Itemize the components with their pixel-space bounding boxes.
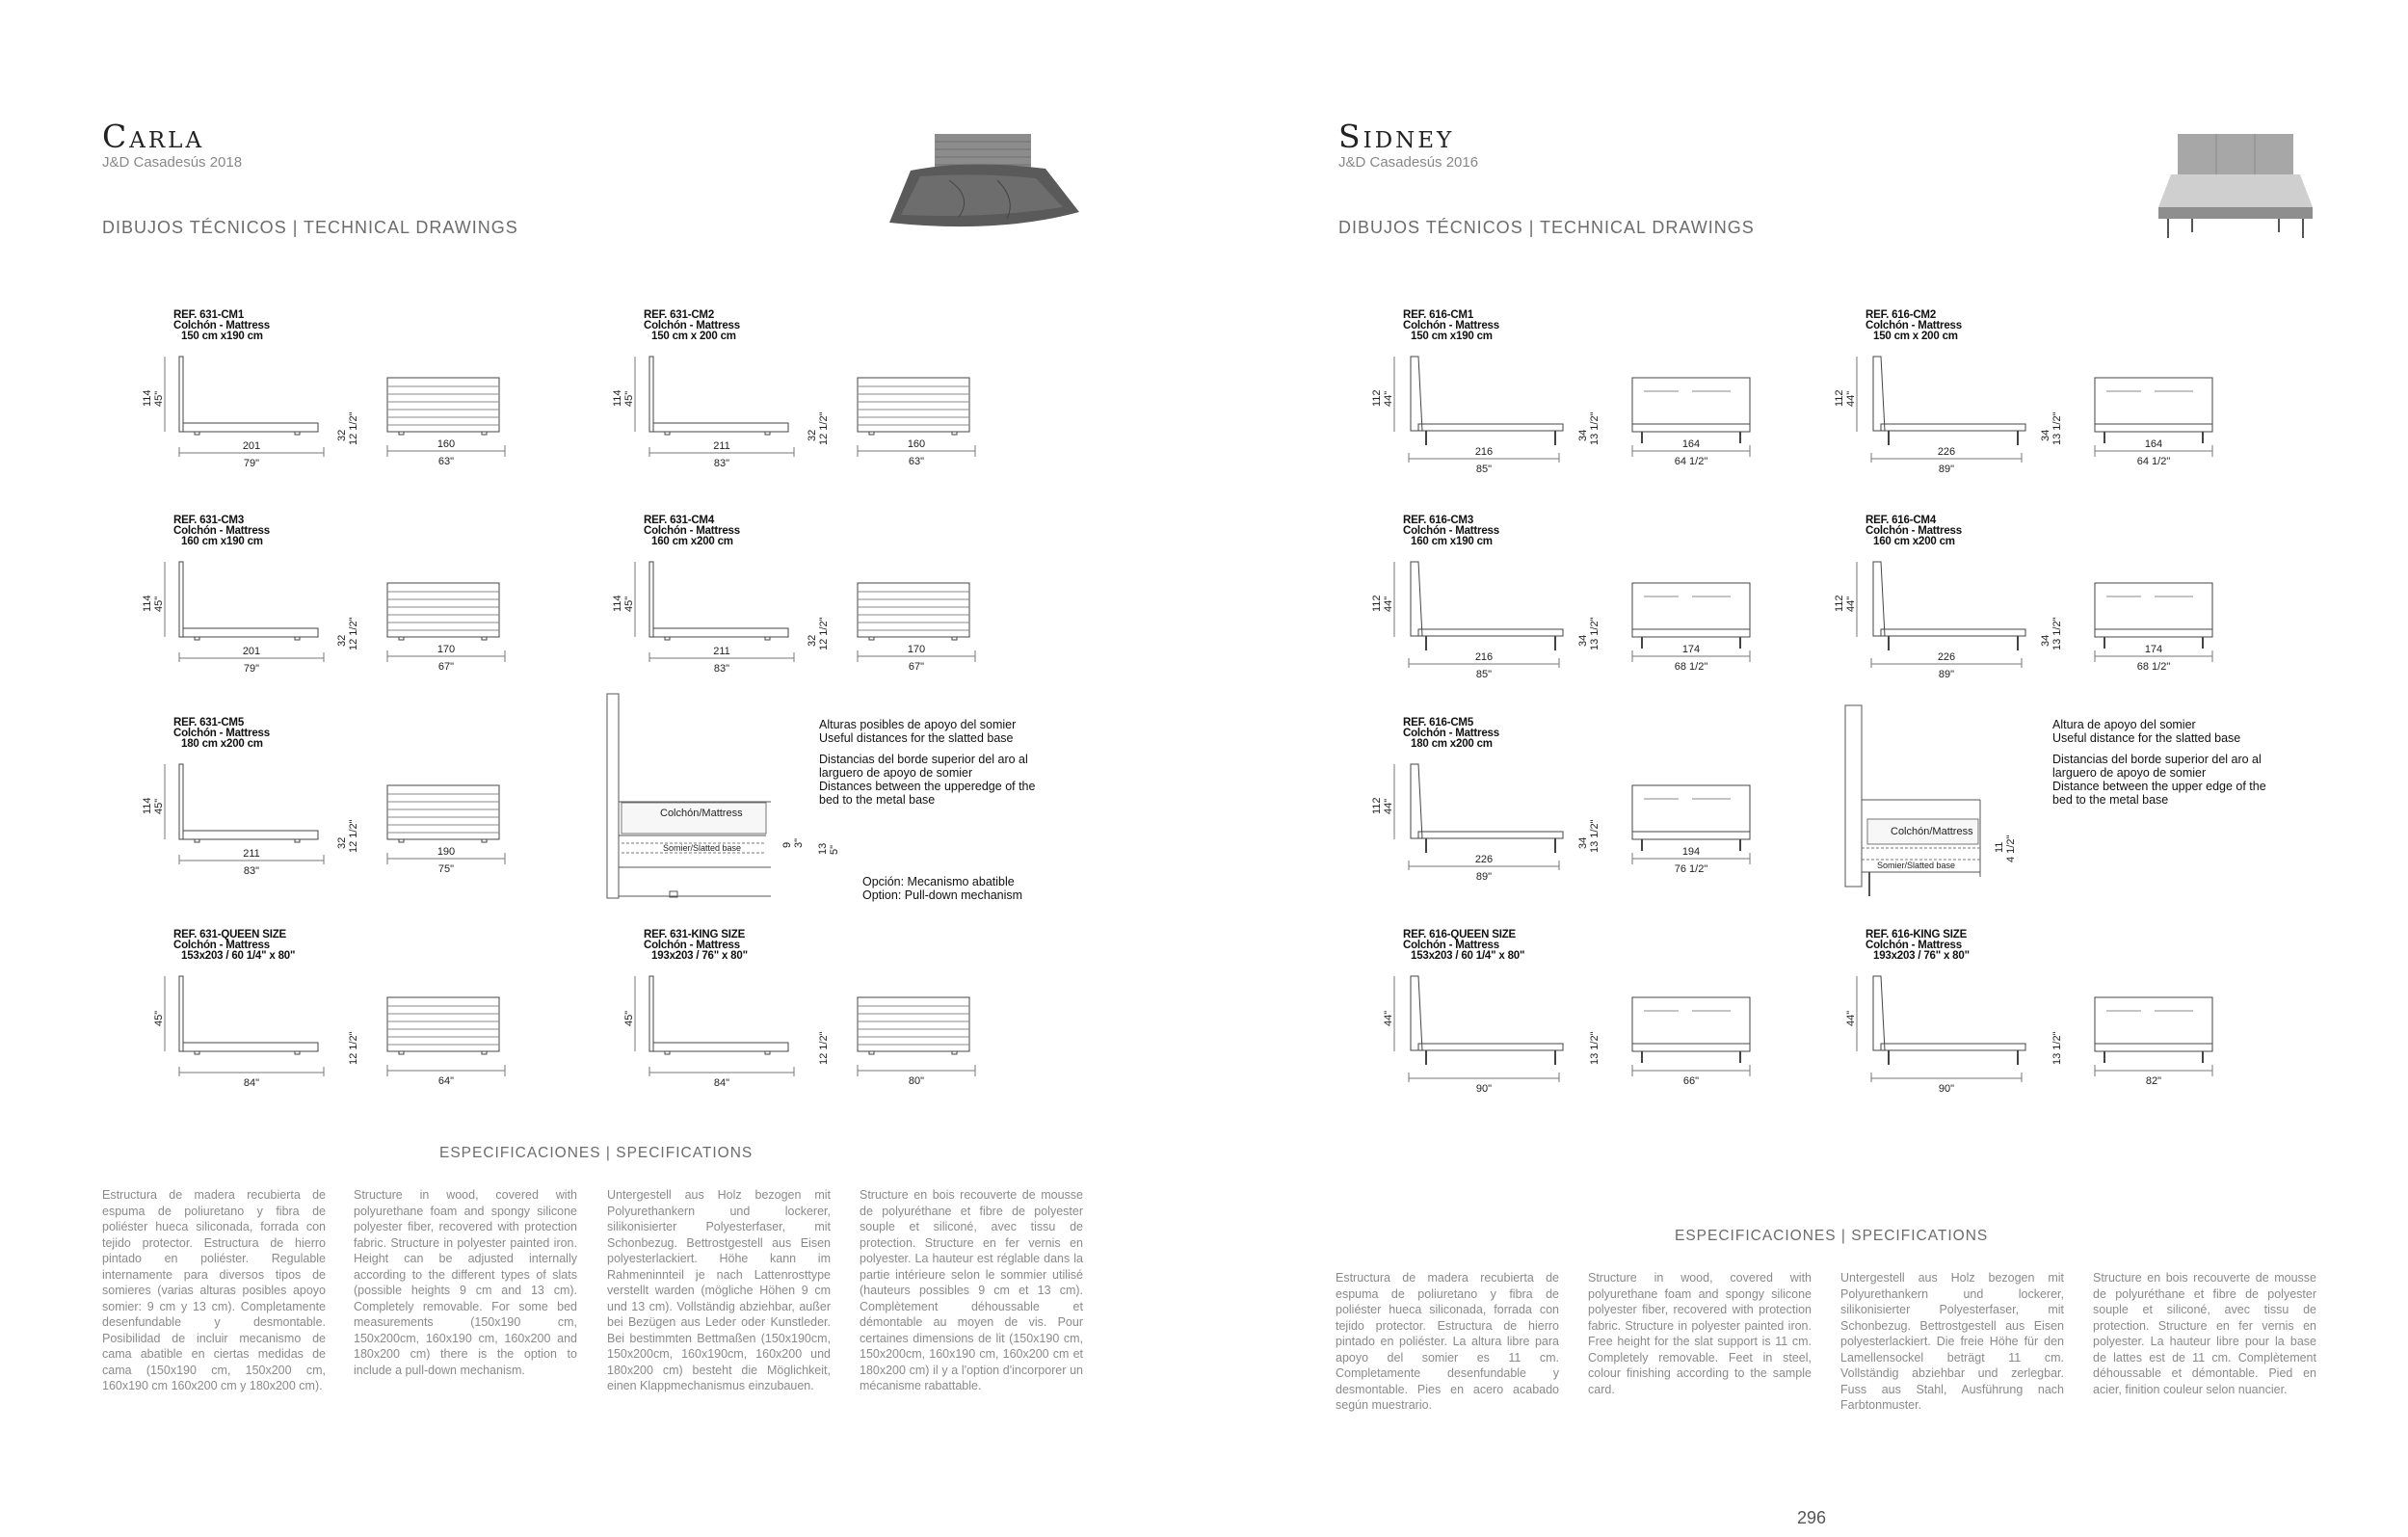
headboard (649, 976, 653, 1051)
bed-base (183, 628, 318, 637)
carla-dim1: 9 (781, 841, 793, 848)
front-view (858, 997, 969, 1051)
headboard (649, 562, 653, 637)
headboard (179, 764, 183, 839)
sidney-spec-fr: Structure en bois recouverte de mousse de polyuréthane et fibre de polyester souple et siliconé, avec tissu de protection. Structure en fer vernis en polyester. La hauteur libre pour la base de lattes est de 11 cm. Complètement déhoussable et démontable. Pied en acier, finition couleur selon nuancier. (2093, 1271, 2316, 1396)
length-in: 89" (1475, 871, 1493, 883)
front-base (1632, 832, 1750, 839)
carla-specs-heading: ESPECIFICACIONES | SPECIFICATIONS (439, 1145, 754, 1161)
height-in: 45" (623, 390, 635, 407)
drawing-block (611, 516, 1073, 708)
bed-drawing-svg (1370, 930, 1833, 1123)
width-cm: 164 (1681, 438, 1701, 450)
carla-spec-fr: Structure en bois recouverte de mousse de polyuréthane et fibre de polyester souple et siliconé, avec tissu de protection. Structure en fer vernis en polyester. La hauteur est réglable dans la partie intérieure selon le sommier utilisé (hauteurs possibles 9 cm et 13 cm). Complètement déhoussable et démontable au moyen de vis. Pour certaines dimensions de lit (150x190 cm, 150x200cm, 160x190 cm, 160x200 cm et 180x200 cm) il y a l'option d'incorporer un mécanisme rabattable. (860, 1188, 1083, 1392)
bed-drawing-svg (1833, 516, 2295, 708)
leg-height-in: 12 1/2" (818, 411, 830, 445)
carla-title: Carla (102, 118, 205, 155)
bed-drawing-svg (1370, 718, 1833, 911)
front-view (858, 583, 969, 637)
drawing-block (611, 930, 1073, 1123)
front-view (2095, 997, 2212, 1044)
ref-label: Colchón - Mattress (644, 320, 740, 331)
carla-note3-en: Option: Pull-down mechanism (862, 888, 1023, 902)
height-cm: 112 (1371, 797, 1383, 814)
bed-foot (765, 637, 770, 640)
height-in: 44" (1383, 596, 1394, 612)
leg-height-in: 12 1/2" (348, 411, 359, 445)
width-cm: 160 (437, 438, 456, 450)
bed-base (183, 423, 318, 432)
height-cm: 112 (1371, 389, 1383, 407)
sidney-dim1: 11 (1994, 841, 2005, 853)
width-in: 76 1/2" (1674, 863, 1708, 875)
carla-spec-en: Structure in wood, covered with polyurethane foam and spongy silicone polyester fiber, recovered with protection fabric. Structure in polyester painted iron. Height can be adjusted internally according to the different types of slats (possible heights 9 cm and 13 cm). Completely removable. For some bed measurements (150x190 cm, 150x200cm, 160x190 cm, 160x200 and 180x200 cm) there is the option to include a pull-down mechanism. (354, 1188, 577, 1377)
ref-ref: REF. 631-QUEEN SIZE (173, 929, 286, 941)
drawing-block (141, 718, 603, 911)
bed-foot (399, 1051, 404, 1054)
length-in: 90" (1938, 1083, 1955, 1095)
leg-height-in: 12 1/2" (348, 1031, 359, 1065)
bed-drawing-svg (1833, 930, 2295, 1123)
length-in: 79" (243, 458, 260, 469)
drawing-block (1833, 930, 2295, 1123)
width-in: 63" (437, 456, 455, 467)
ref-size: 153x203 / 60 1/4" x 80" (1411, 950, 1525, 962)
bed-base (1881, 424, 2025, 431)
front-view (387, 785, 499, 839)
ref-size: 150 cm x 200 cm (1873, 331, 1958, 342)
leg-height-in: 12 1/2" (348, 617, 359, 650)
sidney-page (1204, 0, 2408, 1537)
ref-size: 150 cm x 200 cm (651, 331, 736, 342)
front-view (1632, 997, 1750, 1044)
bed-foot (952, 1051, 957, 1054)
width-cm: 170 (437, 644, 456, 655)
height-in: 45" (153, 596, 165, 612)
carla-note2-es: Distancias del borde superior del aro al larguero de apoyo de somier (819, 753, 1028, 780)
length-cm: 216 (1474, 446, 1494, 458)
ref-label: Colchón - Mattress (173, 940, 270, 951)
length-in: 89" (1938, 464, 1955, 475)
leg-height-cm: 32 (336, 429, 348, 441)
sidney-note2-en: Distance between the upper edge of the bed to the metal base (2052, 780, 2266, 807)
bed-base (653, 628, 788, 637)
front-view (1632, 583, 1750, 629)
ref-size: 193x203 / 76" x 80" (651, 950, 748, 962)
length-cm: 226 (1474, 854, 1494, 865)
ref-ref: REF. 631-CM5 (173, 717, 245, 729)
sidney-specs-heading: ESPECIFICACIONES | SPECIFICATIONS (1675, 1228, 1989, 1244)
headboard (1411, 562, 1422, 636)
bed-foot (952, 637, 957, 640)
width-in: 68 1/2" (1674, 661, 1708, 673)
leg-height-cm: 34 (1577, 429, 1589, 441)
height-in: 45" (623, 1010, 635, 1026)
carla-note1-es: Alturas posibles de apoyo del somier (819, 718, 1017, 731)
ref-label: Colchón - Mattress (1866, 320, 1962, 331)
ref-size: 180 cm x200 cm (181, 738, 263, 750)
width-cm: 170 (907, 644, 926, 655)
leg-height-cm: 32 (807, 634, 818, 647)
bed-drawing-svg (611, 310, 1073, 503)
bed-base (1881, 1044, 2025, 1050)
height-in: 44" (1383, 390, 1394, 407)
bed-foot (399, 839, 404, 842)
bed-foot (482, 839, 487, 842)
width-cm: 194 (1681, 846, 1701, 858)
ref-label: Colchón - Mattress (644, 940, 740, 951)
leg-height-in: 13 1/2" (2051, 617, 2063, 650)
front-base (2095, 1044, 2212, 1051)
carla-note2-en: Distances between the upperedge of the bed to the metal base (819, 780, 1036, 807)
front-base (1632, 1044, 1750, 1051)
ref-ref: REF. 631-CM2 (644, 309, 715, 321)
bed-foot (295, 637, 300, 640)
carla-spec-es: Estructura de madera recubierta de espuma de poliuretano y fibra de poliéster hueca siliconada, forrada con tejido protector. Estructura de hierro pintado en poliéster. Regulable internamente para diversos tipos de somieres (varias alturas posibles apoyo somier: 9 cm y 13 cm). Completamente desenfundable y desmontable. Posibilidad de incluir mecanismo de cama abatible en ciertas medidas de cama (150x190 cm, 150x200 cm, 160x190 cm 160x200 cm y 180x200 cm). (102, 1188, 326, 1392)
leg-height-in: 13 1/2" (1589, 411, 1601, 445)
front-base (1632, 424, 1750, 432)
ref-size: 160 cm x190 cm (1411, 536, 1493, 547)
leg-height-in: 13 1/2" (1589, 819, 1601, 853)
height-in: 44" (1383, 1010, 1394, 1026)
length-in: 83" (713, 458, 730, 469)
carla-subtitle: J&D Casadesús 2018 (102, 154, 243, 171)
headboard (179, 357, 183, 432)
bed-base (1418, 424, 1563, 431)
leg-height-in: 13 1/2" (1589, 1031, 1601, 1065)
sidney-subtitle: J&D Casadesús 2016 (1338, 154, 1479, 171)
bed-drawing-svg (611, 516, 1073, 708)
sidney-drawings-heading: DIBUJOS TÉCNICOS | TECHNICAL DRAWINGS (1338, 218, 1755, 237)
ref-label: Colchón - Mattress (173, 728, 270, 739)
headboard (649, 357, 653, 432)
ref-ref: REF. 616-KING SIZE (1866, 929, 1968, 941)
headboard (1873, 357, 1885, 431)
drawing-block (1370, 310, 1833, 503)
bed-foot (295, 432, 300, 435)
width-in: 80" (908, 1075, 925, 1087)
height-in: 45" (153, 1010, 165, 1026)
carla-slatted-base-diagram (597, 689, 840, 911)
bed-foot (869, 432, 874, 435)
headboard (1411, 357, 1422, 431)
ref-size: 193x203 / 76" x 80" (1873, 950, 1970, 962)
ref-label: Colchón - Mattress (644, 525, 740, 537)
drawing-block (1370, 516, 1833, 708)
sidney-slatted-base-diagram (1840, 703, 2052, 906)
bed-foot (295, 839, 300, 842)
front-view (1632, 378, 1750, 424)
height-cm: 114 (142, 389, 153, 407)
length-cm: 211 (713, 646, 730, 657)
bed-foot (295, 1051, 300, 1054)
ref-label: Colchón - Mattress (173, 525, 270, 537)
leg-height-cm: 34 (2040, 429, 2051, 441)
bed-drawing-svg (611, 930, 1073, 1123)
drawing-block (1370, 930, 1833, 1123)
height-cm: 112 (1834, 389, 1845, 407)
width-in: 68 1/2" (2136, 661, 2171, 673)
bed-foot (765, 1051, 770, 1054)
length-in: 85" (1475, 464, 1493, 475)
bed-base (1418, 1044, 1563, 1050)
height-in: 45" (153, 798, 165, 814)
sidney-bed-image (2154, 130, 2317, 241)
length-in: 89" (1938, 669, 1955, 680)
headboard (179, 562, 183, 637)
ref-size: 160 cm x200 cm (1873, 536, 1955, 547)
height-cm: 114 (612, 389, 623, 407)
ref-label: Colchón - Mattress (1403, 320, 1499, 331)
bed-foot (665, 637, 670, 640)
width-in: 66" (1682, 1075, 1700, 1087)
ref-size: 150 cm x190 cm (1411, 331, 1493, 342)
ref-label: Colchón - Mattress (1866, 940, 1962, 951)
carla-dim2-in: 5" (829, 844, 840, 855)
height-cm: 114 (142, 797, 153, 814)
leg-height-cm: 34 (1577, 634, 1589, 647)
width-in: 64" (437, 1075, 455, 1087)
height-cm: 114 (612, 595, 623, 612)
sidney-title: Sidney (1338, 118, 1455, 155)
ref-ref: REF. 631-CM4 (644, 515, 715, 526)
ref-label: Colchón - Mattress (1403, 940, 1499, 951)
height-in: 44" (1845, 390, 1857, 407)
leg-height-in: 13 1/2" (2051, 411, 2063, 445)
height-cm: 114 (142, 595, 153, 612)
carla-spec-de: Untergestell aus Holz bezogen mit Polyurethankern und lockerer, silikonisierter Polyesterfaser, mit Schonbezug. Bettrostgestell aus Eisen polyesterlackiert. Höhe kann im Rahmeninnteil je nach Lattenrosttype verstellt warden (mögliche Höhen 9 cm und 13 cm). Vollständig abziehbar, außer bei Bezügen aus Leder oder Kunstleder. Bei bestimmten Bettmaßen (150x190cm, 150x200cm, 160x190cm, 160x200 und 180x200 cm) besteht die Möglichkeit, einen Klappmechanismus einzubauen. (607, 1188, 831, 1392)
front-view (387, 378, 499, 432)
height-in: 44" (1845, 596, 1857, 612)
length-cm: 201 (242, 646, 261, 657)
bed-base (653, 423, 788, 432)
carla-diagram-notes (819, 718, 1041, 814)
drawing-block (611, 310, 1073, 503)
bed-drawing-svg (141, 310, 603, 503)
bed-foot (869, 637, 874, 640)
sidney-note1-es: Altura de apoyo del somier (2052, 718, 2196, 731)
bed-base (1418, 629, 1563, 636)
width-cm: 164 (2144, 438, 2163, 450)
leg-height-in: 13 1/2" (1589, 617, 1601, 650)
height-in: 45" (623, 596, 635, 612)
ref-ref: REF. 616-QUEEN SIZE (1403, 929, 1516, 941)
carla-note1-en: Useful distances for the slatted base (819, 731, 1014, 745)
ref-size: 160 cm x200 cm (651, 536, 733, 547)
length-in: 85" (1475, 669, 1493, 680)
bed-base (1418, 832, 1563, 838)
ref-size: 150 cm x190 cm (181, 331, 263, 342)
front-base (1632, 629, 1750, 637)
headboard (1411, 976, 1422, 1050)
bed-foot (482, 637, 487, 640)
ref-ref: REF. 631-KING SIZE (644, 929, 746, 941)
width-in: 67" (437, 661, 455, 673)
leg-height-cm: 32 (336, 836, 348, 849)
front-view (858, 378, 969, 432)
sidney-diagram-notes (2052, 718, 2284, 814)
headboard (1873, 976, 1885, 1050)
bed-foot (195, 432, 199, 435)
sidney-mattress-label: Colchón/Mattress (1891, 826, 1973, 837)
sidney-note2-es: Distancias del borde superior del aro al larguero de apoyo de somier (2052, 753, 2262, 780)
bed-foot (195, 1051, 199, 1054)
ref-size: 180 cm x200 cm (1411, 738, 1493, 750)
ref-ref: REF. 616-CM1 (1403, 309, 1474, 321)
sidney-slatted-label: Somier/Slatted base (1877, 861, 1956, 870)
leg-height-cm: 32 (807, 429, 818, 441)
leg-height-in: 12 1/2" (818, 617, 830, 650)
width-in: 67" (908, 661, 925, 673)
front-base (2095, 629, 2212, 637)
leg-height-in: 12 1/2" (348, 819, 359, 853)
bed-drawing-svg (1370, 310, 1833, 503)
bed-foot (399, 432, 404, 435)
length-in: 84" (713, 1077, 730, 1089)
width-in: 64 1/2" (1674, 456, 1708, 467)
drawing-block (1370, 718, 1833, 911)
headboard (1873, 562, 1885, 636)
drawing-block (1833, 516, 2295, 708)
bed-drawing-svg (141, 718, 603, 911)
ref-ref: REF. 616-CM3 (1403, 515, 1474, 526)
ref-label: Colchón - Mattress (1866, 525, 1962, 537)
front-view (1632, 785, 1750, 832)
ref-ref: REF. 616-CM2 (1866, 309, 1937, 321)
length-cm: 226 (1937, 651, 1956, 663)
sidney-spec-en: Structure in wood, covered with polyurethane foam and spongy silicone polyester fiber, recovered with protection fabric. Structure in polyester painted iron. Free height for the slat support is 11 cm. Completely removable. Feet in steel, colour finishing according to the sample card. (1588, 1271, 1812, 1396)
leg-height-cm: 34 (2040, 634, 2051, 647)
carla-mattress-label: Colchón/Mattress (660, 808, 743, 819)
length-cm: 201 (242, 440, 261, 452)
leg-height-cm: 32 (336, 634, 348, 647)
width-in: 63" (908, 456, 925, 467)
bed-foot (952, 432, 957, 435)
front-base (2095, 424, 2212, 432)
width-in: 64 1/2" (2136, 456, 2171, 467)
bed-foot (399, 637, 404, 640)
bed-foot (765, 432, 770, 435)
width-cm: 190 (437, 846, 456, 858)
length-cm: 211 (243, 848, 260, 860)
leg-height-in: 13 1/2" (2051, 1031, 2063, 1065)
width-cm: 174 (2144, 644, 2163, 655)
bed-foot (195, 637, 199, 640)
carla-dim2: 13 (817, 842, 829, 855)
height-in: 45" (153, 390, 165, 407)
width-in: 82" (2145, 1075, 2162, 1087)
bed-drawing-svg (1833, 310, 2295, 503)
sidney-spec-de: Untergestell aus Holz bezogen mit Polyurethankern und lockerer, silikonisierter Polyesterfaser, mit Schonbezug. Bettrostgestell aus Eisen polyesterlackiert. Die freie Höhe für den Lamellensockel beträgt 11 cm. Vollständig abziehbar und zerlegbar. Fuss aus Stahl, Ausführung nach Farbtonmuster. (1840, 1271, 2064, 1412)
ref-size: 160 cm x190 cm (181, 536, 263, 547)
leg-height-in: 12 1/2" (818, 1031, 830, 1065)
leg-height-cm: 34 (1577, 836, 1589, 849)
bed-foot (665, 432, 670, 435)
headboard (1411, 764, 1422, 838)
carla-slatted-label: Somier/Slatted base (663, 843, 742, 853)
bed-drawing-svg (141, 516, 603, 708)
height-in: 44" (1845, 1010, 1857, 1026)
carla-drawings-heading: DIBUJOS TÉCNICOS | TECHNICAL DRAWINGS (102, 218, 518, 237)
bed-base (183, 1043, 318, 1051)
bed-foot (482, 1051, 487, 1054)
bed-foot (665, 1051, 670, 1054)
bed-foot (482, 432, 487, 435)
sidney-note1-en: Useful distance for the slatted base (2052, 731, 2241, 745)
drawing-block (1833, 310, 2295, 503)
ref-label: Colchón - Mattress (173, 320, 270, 331)
length-cm: 211 (713, 440, 730, 452)
bed-base (183, 831, 318, 839)
front-view (2095, 583, 2212, 629)
carla-bed-image (882, 130, 1084, 236)
length-in: 83" (713, 663, 730, 675)
length-in: 90" (1475, 1083, 1493, 1095)
carla-dim1-in: 3" (793, 837, 805, 848)
height-cm: 112 (1834, 595, 1845, 612)
length-cm: 216 (1474, 651, 1494, 663)
length-cm: 226 (1937, 446, 1956, 458)
drawing-block (141, 930, 603, 1123)
ref-ref: REF. 631-CM1 (173, 309, 245, 321)
height-cm: 112 (1371, 595, 1383, 612)
bed-drawing-svg (141, 930, 603, 1123)
width-in: 75" (437, 863, 455, 875)
length-in: 79" (243, 663, 260, 675)
headboard (179, 976, 183, 1051)
front-view (387, 997, 499, 1051)
bed-base (653, 1043, 788, 1051)
bed-base (1881, 629, 2025, 636)
sidney-dim1-in: 4 1/2" (2005, 835, 2017, 862)
bed-foot (869, 1051, 874, 1054)
front-view (387, 583, 499, 637)
front-view (2095, 378, 2212, 424)
ref-ref: REF. 616-CM4 (1866, 515, 1937, 526)
width-cm: 160 (907, 438, 926, 450)
drawing-block (141, 310, 603, 503)
length-in: 84" (243, 1077, 260, 1089)
carla-note3-es: Opción: Mecanismo abatible (862, 875, 1015, 888)
ref-label: Colchón - Mattress (1403, 728, 1499, 739)
page-number: 296 (1797, 1508, 1827, 1527)
bed-drawing-svg (1370, 516, 1833, 708)
ref-label: Colchón - Mattress (1403, 525, 1499, 537)
carla-option-note (862, 875, 1055, 902)
ref-ref: REF. 631-CM3 (173, 515, 245, 526)
ref-ref: REF. 616-CM5 (1403, 717, 1474, 729)
length-in: 83" (243, 865, 260, 877)
bed-foot (195, 839, 199, 842)
sidney-spec-es: Estructura de madera recubierta de espuma de poliuretano y fibra de poliéster hueca siliconada, forrada con tejido protector. Estructura de hierro pintado en poliéster. La altura libre para apoyo del somier es 11 cm. Completamente desenfundable y desmontable. Pies en acero acabado según muestrario. (1336, 1271, 1559, 1412)
height-in: 44" (1383, 798, 1394, 814)
width-cm: 174 (1681, 644, 1701, 655)
ref-size: 153x203 / 60 1/4" x 80" (181, 950, 296, 962)
drawing-block (141, 516, 603, 708)
